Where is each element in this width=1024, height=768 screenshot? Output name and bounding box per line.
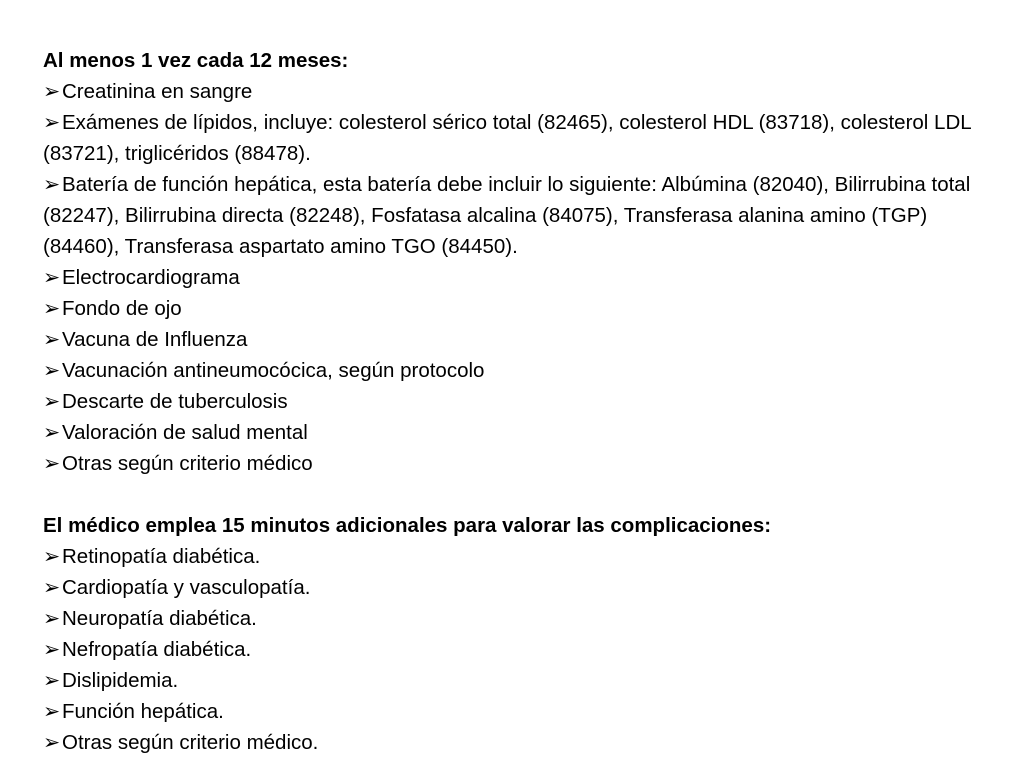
arrow-bullet-icon: ➢	[43, 421, 61, 444]
list-item	[43, 417, 1003, 448]
section-spacer	[43, 479, 1003, 510]
list-item	[43, 572, 1003, 603]
arrow-bullet-icon: ➢	[43, 669, 61, 692]
section-heading-complications: El médico emplea 15 minutos adicionales para valorar las complicaciones:	[43, 514, 772, 537]
list-item	[43, 665, 1003, 696]
complications-list	[43, 541, 1003, 758]
annual-exams-list	[43, 76, 1003, 479]
list-item-text: Creatinina en sangre	[62, 80, 253, 103]
list-item-text: Otras según criterio médico.	[62, 731, 319, 754]
list-item-text: Descarte de tuberculosis	[62, 390, 288, 413]
list-item-text: Fondo de ojo	[62, 297, 182, 320]
list-item-text: Vacunación antineumocócica, según protocolo	[62, 359, 485, 382]
arrow-bullet-icon: ➢	[43, 545, 61, 568]
list-item-text: Electrocardiograma	[62, 266, 240, 289]
arrow-bullet-icon: ➢	[43, 328, 61, 351]
slide-content	[43, 45, 1003, 758]
arrow-bullet-icon: ➢	[43, 266, 61, 289]
list-item	[43, 727, 1003, 758]
arrow-bullet-icon: ➢	[43, 576, 61, 599]
list-item	[43, 324, 1003, 355]
list-item-text: Vacuna de Influenza	[62, 328, 248, 351]
arrow-bullet-icon: ➢	[43, 80, 61, 103]
list-item	[43, 448, 1003, 479]
list-item-text: Neuropatía diabética.	[62, 607, 257, 630]
arrow-bullet-icon: ➢	[43, 390, 61, 413]
arrow-bullet-icon: ➢	[43, 297, 61, 320]
list-item-text: Otras según criterio médico	[62, 452, 313, 475]
list-item-text: Cardiopatía y vasculopatía.	[62, 576, 311, 599]
arrow-bullet-icon: ➢	[43, 638, 61, 661]
arrow-bullet-icon: ➢	[43, 607, 61, 630]
arrow-bullet-icon: ➢	[43, 173, 61, 196]
list-item	[43, 386, 1003, 417]
list-item	[43, 76, 1003, 107]
list-item	[43, 696, 1003, 727]
list-item-text: Valoración de salud mental	[62, 421, 308, 444]
list-item-text: Batería de función hepática, esta batería debe incluir lo siguiente: Albúmina (82040), Bilirrubina total (82247), Bilirrubina directa (82248), Fosfatasa alcalina (84075), Transferasa alanina amino (TGP) (84460), Transferasa aspartato amino TGO (84450).	[43, 173, 971, 258]
arrow-bullet-icon: ➢	[43, 700, 61, 723]
list-item	[43, 107, 1003, 169]
arrow-bullet-icon: ➢	[43, 731, 61, 754]
list-item	[43, 293, 1003, 324]
list-item-text: Exámenes de lípidos, incluye: colesterol sérico total (82465), colesterol HDL (83718), colesterol LDL (83721), triglicéridos (88478).	[43, 111, 971, 165]
section-heading-annual: Al menos 1 vez cada 12 meses:	[43, 49, 349, 72]
list-item-text: Función hepática.	[62, 700, 224, 723]
list-item	[43, 603, 1003, 634]
list-item-text: Dislipidemia.	[62, 669, 179, 692]
list-item	[43, 262, 1003, 293]
list-item-text: Retinopatía diabética.	[62, 545, 261, 568]
arrow-bullet-icon: ➢	[43, 359, 61, 382]
list-item-text: Nefropatía diabética.	[62, 638, 252, 661]
list-item	[43, 541, 1003, 572]
arrow-bullet-icon: ➢	[43, 111, 61, 134]
list-item	[43, 355, 1003, 386]
list-item	[43, 634, 1003, 665]
list-item	[43, 169, 1003, 262]
arrow-bullet-icon: ➢	[43, 452, 61, 475]
